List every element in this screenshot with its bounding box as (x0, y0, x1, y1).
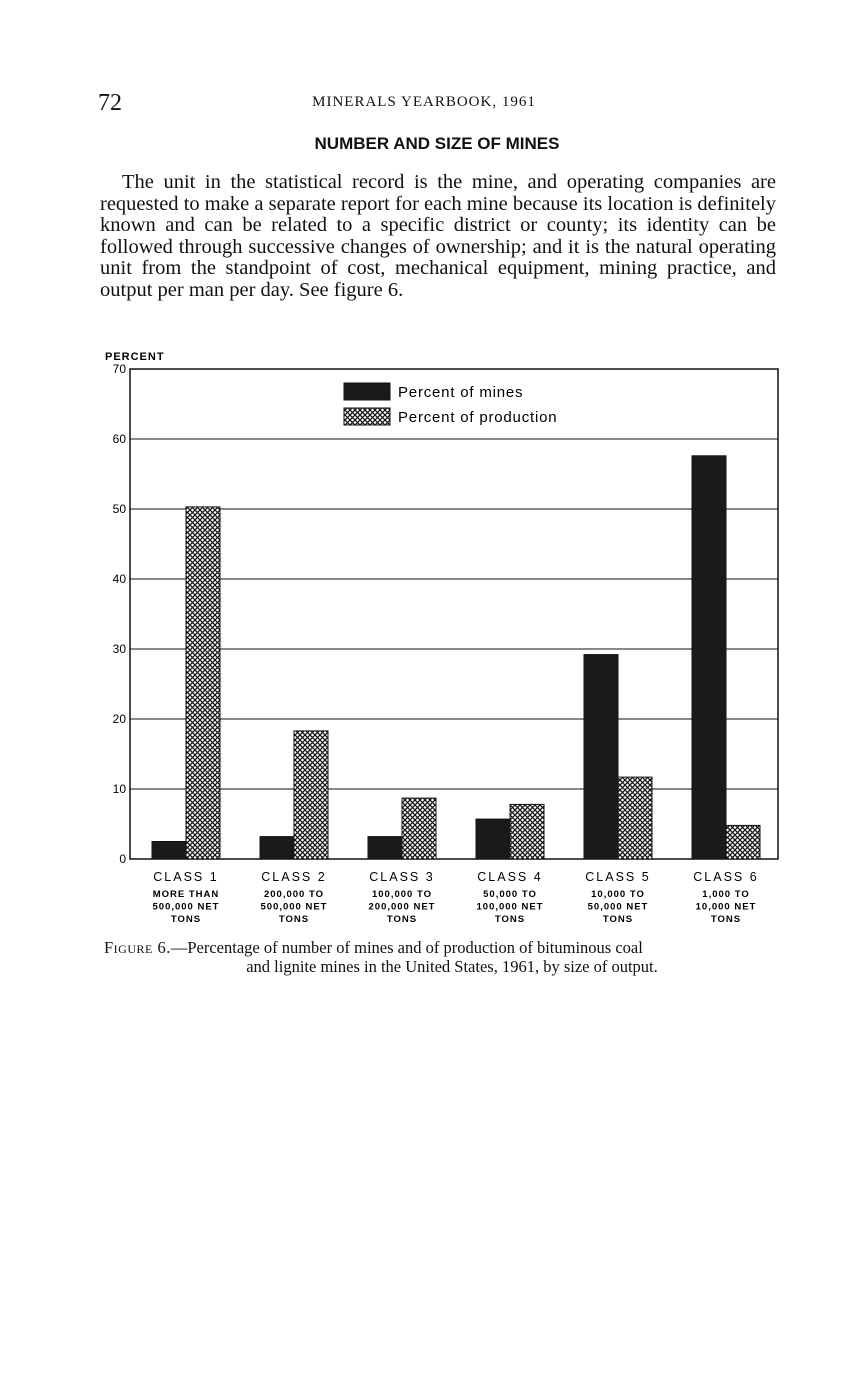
x-tick-label: CLASS 1 (153, 870, 219, 884)
body-paragraph: The unit in the statistical record is the mine, and operating companies are requested to make a separate report for each mine because its location is definitely known and can be related to a specific district or county; its identity can be followed through successive changes of ownership; and it is the natural operating unit from the standpoint of cost, mechanical equipment, mining practice, and output per man per day. See figure 6. (100, 171, 776, 301)
bars (152, 456, 760, 859)
x-tick-label: CLASS 4 (477, 870, 543, 884)
bar-production-4 (510, 804, 544, 859)
bar-chart (0, 340, 848, 940)
x-tick-sublabel: TONS (386, 914, 418, 925)
x-tick-sublabel: 1,000 TO (702, 889, 750, 900)
y-tick-label: 30 (112, 642, 126, 656)
caption-line1: —Percentage of number of mines and of production of bituminous coal (170, 938, 643, 957)
x-tick-sublabel: 100,000 NET (476, 901, 544, 913)
x-tick-label: CLASS 5 (585, 870, 651, 884)
section-heading: NUMBER AND SIZE OF MINES (314, 134, 560, 153)
y-tick-labels (113, 362, 127, 866)
x-tick-label: CLASS 6 (693, 870, 759, 884)
x-tick-sublabel: TONS (494, 914, 526, 925)
x-tick-sublabel: 10,000 NET (695, 901, 757, 913)
y-tick-label: 10 (112, 782, 126, 796)
bar-mines-1 (152, 842, 186, 860)
y-tick-label: 0 (119, 852, 126, 866)
figure-caption (104, 938, 780, 976)
page-number: 72 (98, 90, 122, 116)
bar-mines-6 (692, 456, 726, 859)
y-tick-label: 60 (112, 432, 126, 446)
bar-production-2 (294, 731, 328, 859)
y-tick-label: 40 (112, 572, 126, 586)
caption-line2: and lignite mines in the United States, 1961, by size of output. (246, 957, 658, 976)
x-tick-sublabel: 50,000 TO (483, 889, 537, 900)
x-tick-sublabel: 200,000 NET (368, 901, 436, 913)
bar-production-5 (618, 777, 652, 859)
x-tick-sublabel: TONS (602, 914, 634, 925)
y-tick-label: 20 (112, 712, 126, 726)
x-tick-sublabel: TONS (170, 914, 202, 925)
x-tick-label: CLASS 3 (369, 870, 435, 884)
y-tick-label: 70 (112, 362, 126, 376)
legend (344, 383, 557, 426)
x-tick-labels (153, 870, 759, 925)
bar-production-6 (726, 825, 760, 859)
gridlines (130, 439, 778, 789)
bar-production-1 (186, 507, 220, 859)
x-tick-sublabel: MORE THAN (152, 889, 220, 900)
x-tick-sublabel: 100,000 TO (371, 889, 433, 900)
y-axis-label: PERCENT (105, 351, 165, 363)
x-tick-sublabel: 10,000 TO (591, 889, 645, 900)
x-tick-sublabel: TONS (710, 914, 742, 925)
x-tick-label: CLASS 2 (261, 870, 327, 884)
legend-swatch (344, 408, 390, 425)
legend-label: Percent of mines (398, 384, 524, 401)
bar-mines-5 (584, 655, 618, 859)
y-tick-label: 50 (112, 502, 126, 516)
legend-swatch (344, 383, 390, 400)
bar-production-3 (402, 798, 436, 859)
running-head: MINERALS YEARBOOK, 1961 (312, 94, 536, 110)
x-tick-sublabel: 200,000 TO (263, 889, 325, 900)
x-tick-sublabel: 500,000 NET (260, 901, 328, 913)
legend-label: Percent of production (398, 409, 558, 426)
bar-mines-3 (368, 837, 402, 859)
bar-mines-2 (260, 837, 294, 859)
x-tick-sublabel: 50,000 NET (587, 901, 649, 913)
caption-label: Figure 6. (104, 938, 171, 957)
x-tick-sublabel: 500,000 NET (152, 901, 220, 913)
bar-mines-4 (476, 819, 510, 859)
x-tick-sublabel: TONS (278, 914, 310, 925)
plot-frame (130, 369, 778, 859)
